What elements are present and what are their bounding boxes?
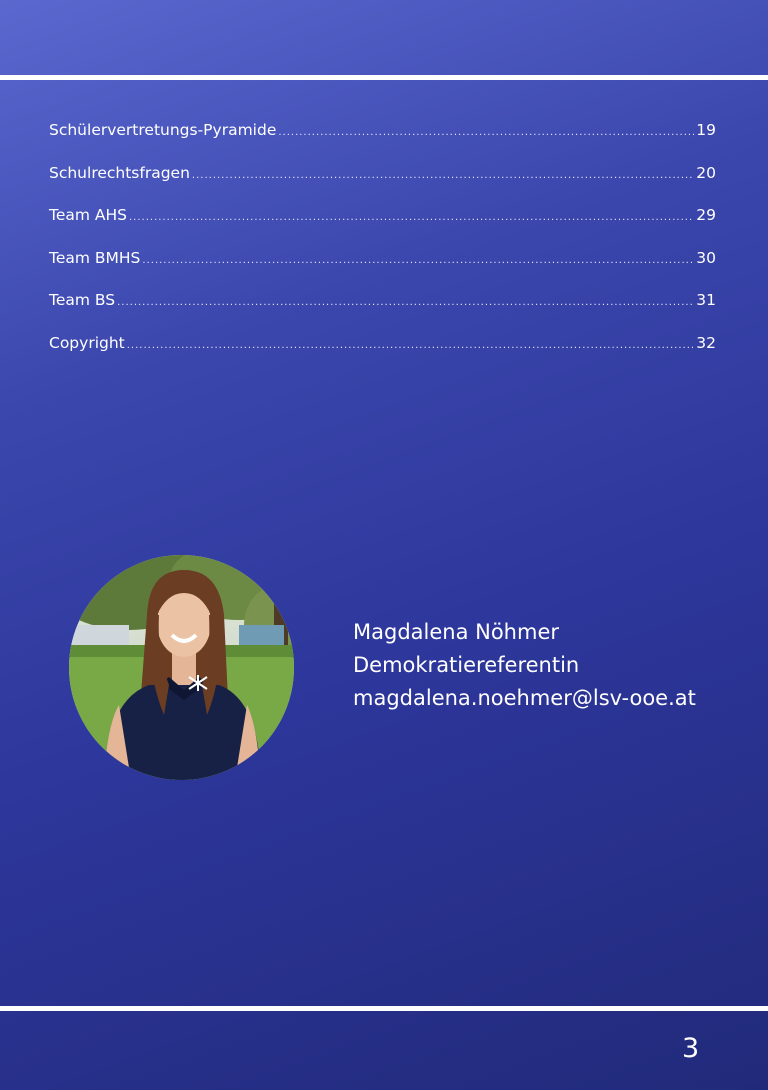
toc-entry-page: 19 — [696, 121, 716, 139]
toc-entry[interactable] — [49, 160, 716, 203]
profile-photo — [69, 555, 294, 780]
toc-entry-page: 29 — [696, 206, 716, 225]
toc-dot-leader — [117, 290, 694, 316]
toc-entry[interactable] — [49, 287, 716, 330]
toc-entry-page: 30 — [696, 248, 716, 267]
toc-entry[interactable] — [49, 245, 716, 288]
toc-entry-page: 20 — [696, 163, 716, 182]
toc-entry-title: Schülervertretungs-Pyramide — [49, 121, 277, 139]
toc-entry[interactable] — [49, 202, 716, 245]
toc-entry-title: Team BMHS — [49, 248, 141, 267]
toc-entry[interactable] — [49, 330, 716, 373]
toc-dot-leader — [278, 120, 694, 146]
page-number: 3 — [682, 1033, 700, 1064]
toc-dot-leader — [192, 163, 694, 189]
toc-entry-page: 32 — [696, 333, 716, 352]
toc-dot-leader — [142, 248, 694, 274]
toc-entry-title: Schulrechtsfragen — [49, 163, 190, 182]
toc-entry-title: Team AHS — [49, 206, 127, 225]
top-divider — [0, 75, 768, 80]
toc-dot-leader — [129, 205, 694, 231]
contact-info — [353, 616, 696, 715]
contact-email[interactable]: magdalena.noehmer@lsv-ooe.at — [353, 686, 696, 710]
toc-dot-leader — [127, 333, 695, 359]
toc-entry-title: Copyright — [49, 333, 125, 352]
contact-name: Magdalena Nöhmer — [353, 620, 560, 644]
bottom-divider — [0, 1006, 768, 1011]
contact-role: Demokratiereferentin — [353, 653, 580, 677]
toc-entry-page: 31 — [696, 291, 716, 310]
toc-entry[interactable] — [49, 117, 716, 160]
table-of-contents — [49, 117, 716, 373]
toc-entry-title: Team BS — [49, 291, 116, 310]
